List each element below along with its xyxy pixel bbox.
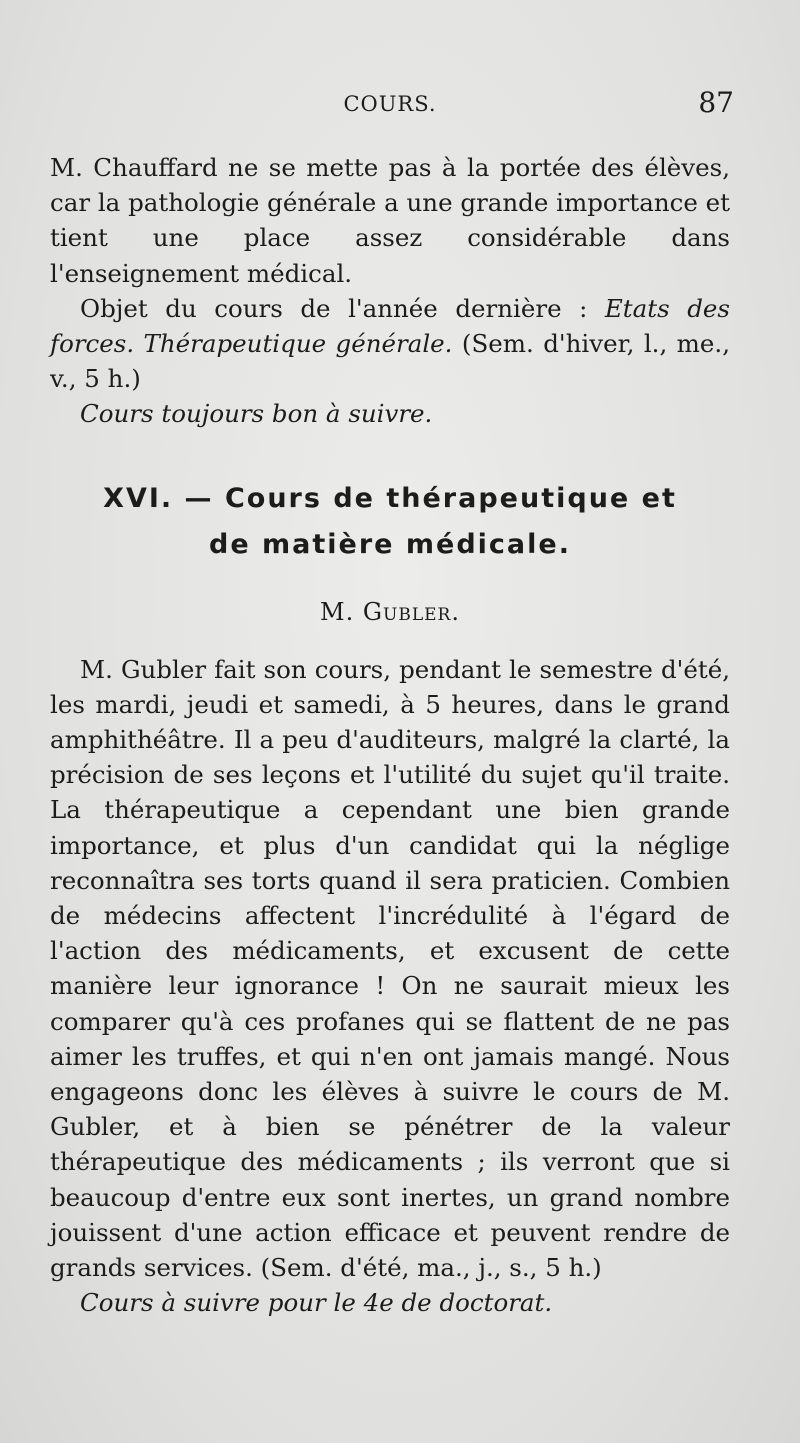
- course-description-paragraph: M. Gubler fait son cours, pendant le semestre d'été, les mardi, jeudi et samedi, à 5 heures, dans le grand amphithéâtre. Il a peu d'auditeurs, malgré la clarté, la précision de ses leçons et l'utilité du sujet qu'il traite. La thérapeutique a cependant une bien grande importance, et plus d'un candidat qui la néglige reconnaîtra ses torts quand il sera praticien. Combien de médecins affectent l'incrédulité à l'égard de l'action des médicaments, et excusent de cette manière leur ignorance ! On ne saurait mieux les comparer qu'à ces profanes qui se flattent de ne pas aimer les truffes, et qui n'en ont jamais mangé. Nous engageons donc les élèves à suivre le cours de M. Gubler, et à bien se pénétrer de la valeur thérapeutique des médicaments ; ils verront que si beaucoup d'entre eux sont inertes, un grand nombre jouissent d'une action efficace et peuvent rendre de grands services. (Sem. d'été, ma., j., s., 5 h.): [50, 654, 730, 1283]
- running-head: [50, 86, 734, 126]
- page-number: 87: [698, 86, 734, 119]
- section-heading-line-1: XVI. — Cours de thérapeutique et: [103, 482, 677, 514]
- course-object-topics: Etats des forces. Thérapeutique générale.: [50, 293, 730, 359]
- course-recommendation: Cours à suivre pour le 4e de doctorat.: [80, 1288, 553, 1318]
- course-advice: Cours toujours bon à suivre.: [80, 399, 433, 429]
- course-schedule: (Sem. d'hiver, l., me., v., 5 h.): [50, 329, 730, 394]
- section-heading: [50, 476, 730, 568]
- running-head-title: COURS.: [343, 92, 437, 116]
- section-heading-line-2: de matière médicale.: [209, 528, 571, 560]
- page-body: [50, 150, 730, 1320]
- paragraph-continued: M. Chauffard ne se mette pas à la portée des élèves, car la pathologie générale a une grande importance et tient une place assez considérable dans l'enseignement médical.: [50, 153, 730, 288]
- lecturer-name: M. Gubler.: [320, 597, 460, 626]
- course-object-paragraph: [50, 291, 730, 397]
- course-object-lead: Objet du cours de l'année dernière :: [80, 293, 605, 323]
